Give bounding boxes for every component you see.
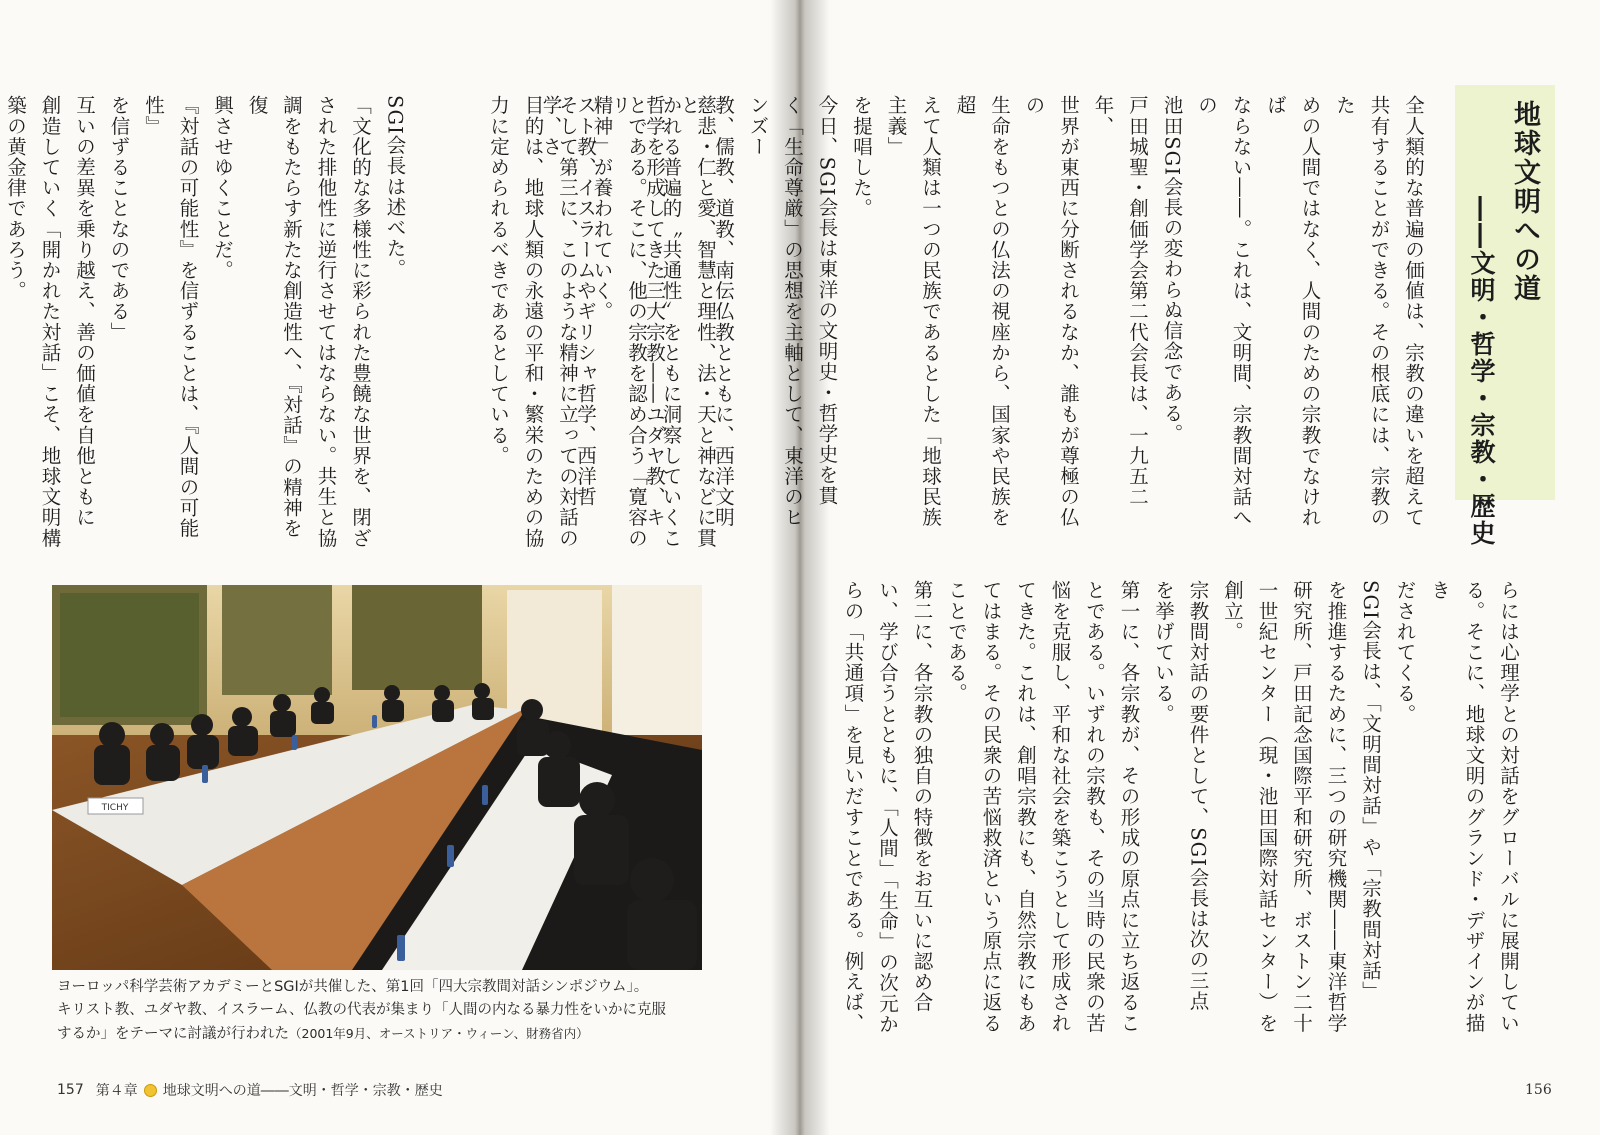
chapter-label	[96, 1080, 443, 1100]
page-number-left: 157	[57, 1082, 84, 1098]
left-page-footer	[57, 1080, 443, 1100]
page-number-right: 156	[1525, 1082, 1552, 1098]
caption-note: （2001年9月、オーストリア・ウィーン、財務省内）	[289, 1026, 589, 1041]
conference-photo	[52, 585, 702, 970]
right-page-body-bottom: らには心理学との対話をグローバルに展開してい る。そこに、地球文明のグランド・デザインが描き だされてくる。 SGI会長は、「文明間対話」や「宗教間対話」 を推進するために、三つの研究機関――東洋哲学 研究所、戸田記念国際平和研究所、ボストン二十 一世紀センター（現・池田国際対話センター）を創立。 宗教間対話の要件として、SGI会長は次の三点 を挙げている。 第一に、各宗教が、その形成の原点に立ち返るこ とである。いずれの宗教も、その当時の民衆の苦 悩を克服し、平和な社会を築こうとして形成され てきた。これは、創唱宗教にも、自然宗教にもあ てはまる。その民衆の苦悩救済という原点に返る ことである。 第二に、各宗教の独自の特徴をお互いに認め合 い、学び合うとともに、「人間」「生命」の次元か らの「共通項」を見いだすことである。例えば、	[841, 580, 1520, 1035]
nameplate-text: TICHY	[101, 803, 129, 813]
photo-caption	[57, 976, 757, 1046]
chapter-title: 地球文明への道――文明・哲学・宗教・歴史	[162, 1083, 443, 1099]
caption-line-1: ヨーロッパ科学芸術アカデミーとSGIが共催した、第1回「四大宗教間対話シンポジウム」。	[57, 979, 649, 995]
caption-line-2: キリスト教、ユダヤ教、イスラーム、仏教の代表が集まり「人間の内なる暴力性をいかに克服	[57, 1002, 666, 1018]
section-title: 地球文明への道	[1509, 100, 1540, 303]
section-subtitle: ――文明・哲学・宗教・歴史	[1467, 196, 1496, 547]
chapter-bullet-icon	[144, 1084, 157, 1097]
left-page-body: 慈悲・仁と愛、智慧と理性、法・天と神などに貫 かれる普遍的〝共通性〟をともに洞察していくこ とである。そこに、他の宗教を認め合う「寛容の 精神」が養われていく。 そして第三に、このような精神に立っての対話の 目的は、地球人類の永遠の平和・繁栄のための協 力に定められるべきであるとしている。 SGI会長は述べた。 「文化的な多様性に彩られた豊饒な世界を、閉ざ された排他性に逆行させてはならない。共生と協 調をもたらす新たな創造性へ、『対話』の精神を復 興させゆくことだ。 『対話の可能性』を信ずることは、『人間の可能性』 を信ずることなのである」 互いの差異を乗り越え、善の価値を自他ともに 創造していく「開かれた対話」こそ、地球文明構 築の黄金律であろう。	[4, 95, 717, 549]
caption-line-3: するか」をテーマに討議が行われた	[57, 1026, 289, 1042]
chapter-number: 第４章	[95, 1083, 138, 1099]
right-page-body-top: 全人類的な普遍の価値は、宗教の違いを超えて 共有することができる。その根底には、宗教のた めの人間ではなく、人間のための宗教でなければ ならない――。これは、文明間、宗教間対話への 池田SGI会長の変わらぬ信念である。 戸田城聖・創価学会第二代会長は、一九五二年、 世界が東西に分断されるなか、誰もが尊極の仏の 生命をもつとの仏法の視座から、国家や民族を超 えて人類は一つの民族であるとした「地球民族主義」 を提唱した。 今日、SGI会長は東洋の文明史・哲学史を貫 く「生命尊厳」の思想を主軸として、東洋のヒンズー 教、儒教、道教、南伝仏教とともに、西洋文明と 哲学を形成してきた三大宗教――ユダヤ教、キリ スト教、イスラームやギリシャ哲学、西洋哲学、さ	[539, 95, 1425, 528]
